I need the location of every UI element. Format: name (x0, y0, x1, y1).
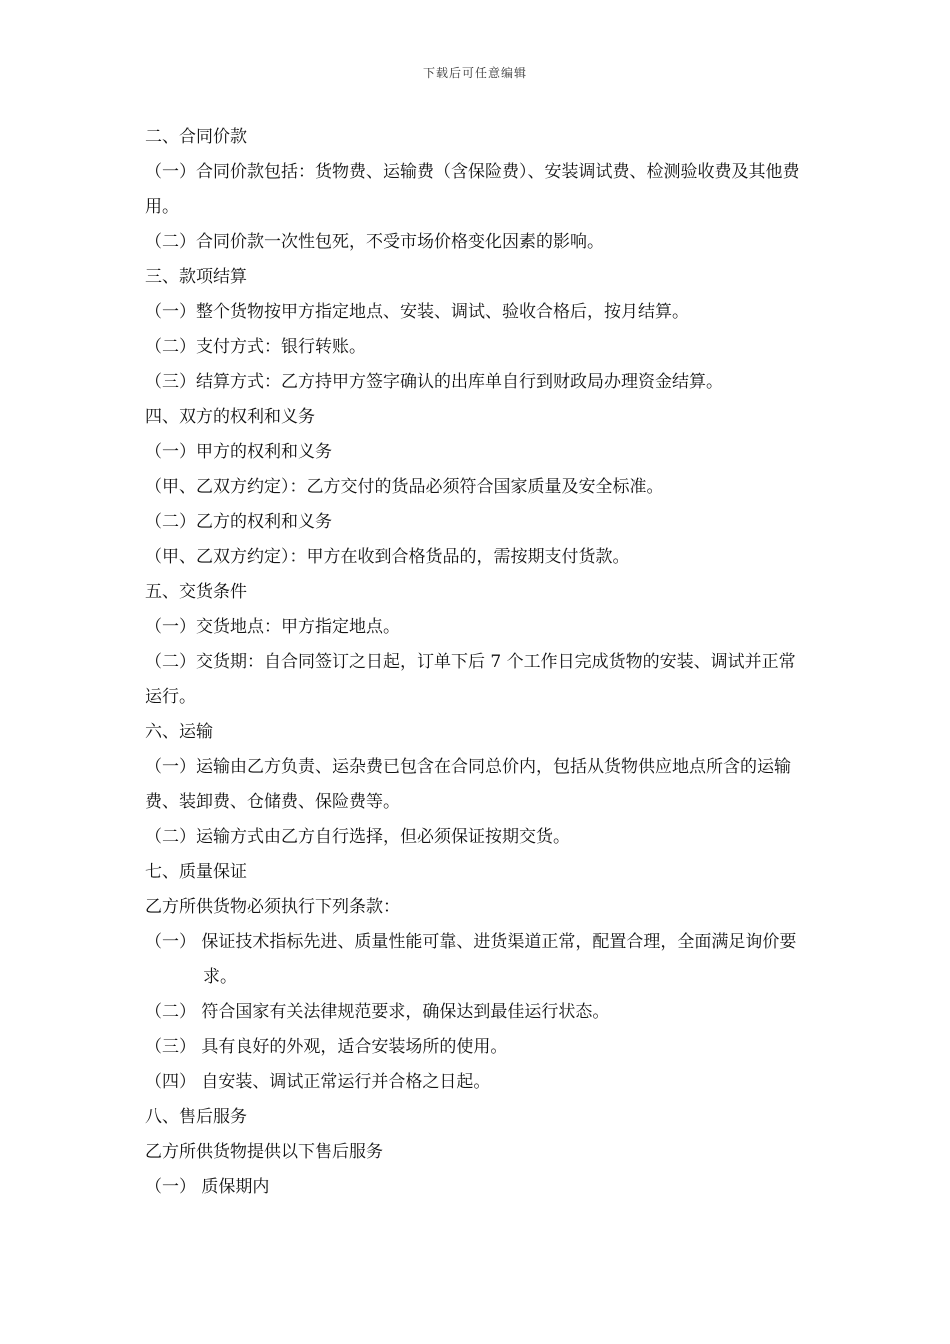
clause: （三） 具有良好的外观，适合安装场所的使用。 (145, 1037, 508, 1057)
section-heading: 七、质量保证 (145, 862, 247, 882)
clause: （四） 自安装、调试正常运行并合格之日起。 (145, 1072, 491, 1092)
clause: （二）支付方式：银行转账。 (145, 337, 366, 357)
section-heading: 六、运输 (145, 722, 213, 742)
clause: （一）甲方的权利和义务 (145, 442, 332, 462)
clause: （二）合同价款一次性包死，不受市场价格变化因素的影响。 (145, 232, 604, 252)
section-heading: 八、售后服务 (145, 1107, 247, 1127)
clause: 乙方所供货物必须执行下列条款： (145, 897, 400, 917)
clause: （一）整个货物按甲方指定地点、安装、调试、验收合格后，按月结算。 (145, 302, 689, 322)
page-header: 下载后可任意编辑 (422, 66, 527, 80)
clause: （一）交货地点：甲方指定地点。 (145, 617, 400, 637)
clause: （一）合同价款包括：货物费、运输费（含保险费）、安装调试费、检测验收费及其他费用。 (145, 162, 800, 217)
document-body (145, 120, 810, 1205)
clause: （甲、乙双方约定）：乙方交付的货品必须符合国家质量及安全标准。 (145, 477, 664, 497)
clause: 乙方所供货物提供以下售后服务 (145, 1142, 383, 1162)
clause: （二）运输方式由乙方自行选择，但必须保证按期交货。 (145, 827, 570, 847)
clause: （二） 符合国家有关法律规范要求，确保达到最佳运行状态。 (145, 1002, 610, 1022)
section-heading: 四、双方的权利和义务 (145, 407, 315, 427)
clause: （一） 保证技术指标先进、质量性能可靠、进货渠道正常，配置合理，全面满足询价要求。 (145, 932, 797, 987)
clause: （一）运输由乙方负责、运杂费已包含在合同总价内，包括从货物供应地点所含的运输费、装卸费、仓储费、保险费等。 (145, 757, 791, 812)
clause: （甲、乙双方约定）：甲方在收到合格货品的，需按期支付货款。 (145, 547, 630, 567)
section-heading: 三、款项结算 (145, 267, 247, 287)
clause: （一） 质保期内 (145, 1177, 270, 1197)
section-heading: 五、交货条件 (145, 582, 247, 602)
clause: （二）交货期：自合同签订之日起，订单下后 7 个工作日完成货物的安装、调试并正常运行。 (145, 652, 796, 707)
clause: （三）结算方式：乙方持甲方签字确认的出库单自行到财政局办理资金结算。 (145, 372, 723, 392)
section-heading: 二、合同价款 (145, 127, 247, 147)
clause: （二）乙方的权利和义务 (145, 512, 332, 532)
